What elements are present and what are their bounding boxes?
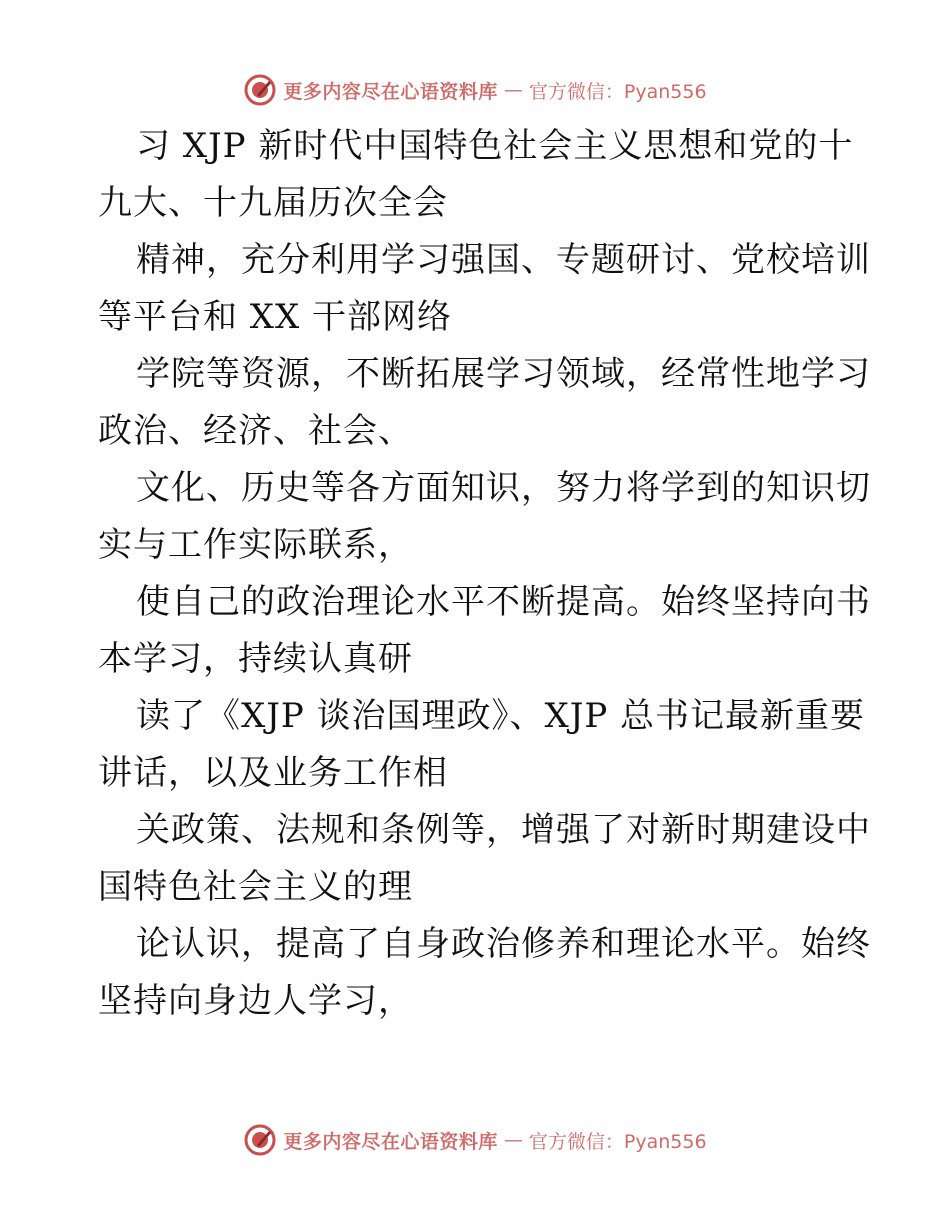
body-text-line: 坚持向身边人学习， <box>98 981 413 1021</box>
header-dash: — <box>503 79 523 101</box>
body-text-line: 九大、十九届历次全会 <box>98 183 448 223</box>
quill-logo-icon <box>243 1123 277 1157</box>
footer-dash: — <box>503 1129 523 1151</box>
body-text-line: 论认识，提高了自身政治修养和理论水平。始终 <box>136 924 871 964</box>
body-text-line: 学院等资源，不断拓展学习领域，经常性地学习 <box>136 354 871 394</box>
body-text-line: 政治、经济、社会、 <box>98 411 413 451</box>
body-text-line: 精神，充分利用学习强国、专题研讨、党校培训 <box>136 240 871 280</box>
body-text-line: 实与工作实际联系， <box>98 525 413 565</box>
body-text-line: 习 XJP 新时代中国特色社会主义思想和党的十 <box>136 126 854 166</box>
body-text-line: 文化、历史等各方面知识，努力将学到的知识切 <box>136 468 871 508</box>
header-watermark <box>0 68 950 112</box>
body-text-line: 关政策、法规和条例等，增强了对新时期建设中 <box>136 810 871 850</box>
body-text-line: 本学习，持续认真研 <box>98 639 413 679</box>
header-brand-text: 更多内容尽在心语资料库 <box>283 80 498 103</box>
body-text-line: 国特色社会主义的理 <box>98 867 413 907</box>
body-text-line: 使自己的政治理论水平不断提高。始终坚持向书 <box>136 582 871 622</box>
body-text-line: 讲话，以及业务工作相 <box>98 753 448 793</box>
footer-brand-text: 更多内容尽在心语资料库 <box>283 1130 498 1153</box>
quill-logo-icon <box>243 73 277 107</box>
body-text-line: 等平台和 XX 干部网络 <box>98 297 453 337</box>
header-wechat-text: 官方微信：Pyan556 <box>528 80 707 103</box>
document-body <box>98 118 871 1030</box>
body-text-line: 读了《XJP 谈治国理政》、XJP 总书记最新重要 <box>136 696 866 736</box>
footer-wechat-text: 官方微信：Pyan556 <box>528 1130 707 1153</box>
footer-watermark <box>0 1118 950 1162</box>
